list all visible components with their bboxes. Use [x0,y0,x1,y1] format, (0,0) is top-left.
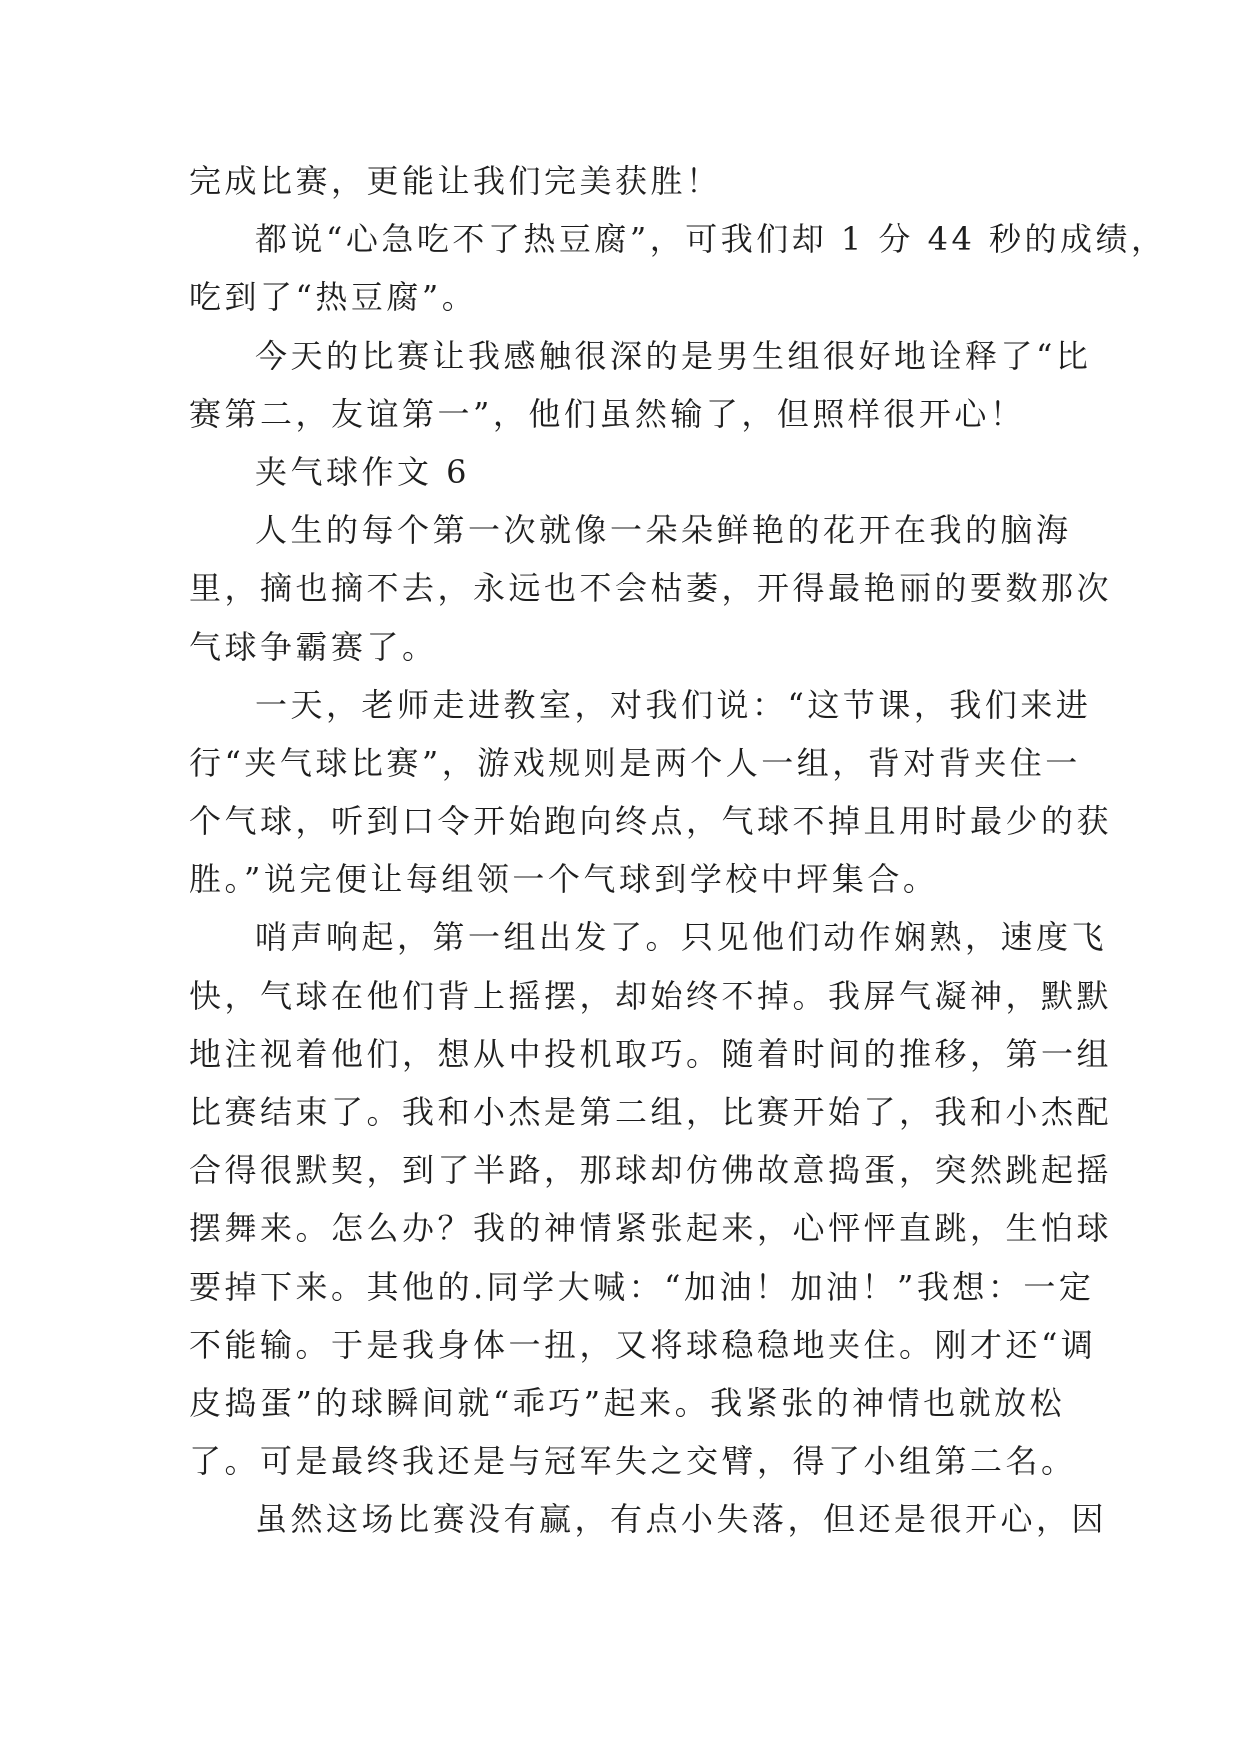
text-line: 合得很默契，到了半路，那球却仿佛故意捣蛋，突然跳起摇 [189,1151,1113,1190]
text-line: 行“夹气球比赛”，游戏规则是两个人一组，背对背夹住一 [189,743,1081,782]
text-line: 一天，老师走进教室，对我们说：“这节课，我们来进 [255,685,1092,724]
text-line: 皮捣蛋”的球瞬间就“乖巧”起来。我紧张的神情也就放松 [189,1383,1066,1422]
text-line: 都说“心急吃不了热豆腐”，可我们却 1 分 44 秒的成绩， [255,220,1167,259]
text-line: 摆舞来。怎么办？我的神情紧张起来，心怦怦直跳，生怕球 [189,1209,1113,1248]
text-line: 今天的比赛让我感触很深的是男生组很好地诠释了“比 [255,336,1092,375]
text-line: 虽然这场比赛没有赢，有点小失落，但还是很开心，因 [255,1500,1108,1539]
text-line: 吃到了“热豆腐”。 [189,278,478,317]
text-line: 完成比赛，更能让我们完美获胜！ [189,162,722,200]
text-line: 赛第二，友谊第一”，他们虽然输了，但照样很开心！ [189,394,1026,433]
text-line: 快，气球在他们背上摇摆，却始终不掉。我屏气凝神，默默 [189,976,1113,1015]
text-line: 个气球，听到口令开始跑向终点，气球不掉且用时最少的获 [189,802,1113,841]
text-line: 人生的每个第一次就像一朵朵鲜艳的花开在我的脑海 [255,511,1072,550]
text-line: 哨声响起，第一组出发了。只见他们动作娴熟，速度飞 [255,918,1108,957]
section-heading: 夹气球作文 6 [255,452,471,491]
text-line: 气球争霸赛了。 [189,627,438,666]
text-line: 不能输。于是我身体一扭，又将球稳稳地夹住。刚才还“调 [189,1325,1097,1364]
text-line: 胜。”说完便让每组领一个气球到学校中坪集合。 [189,860,939,899]
text-line: 了。可是最终我还是与冠军失之交臂，得了小组第二名。 [189,1442,1077,1481]
text-line: 地注视着他们，想从中投机取巧。随着时间的推移，第一组 [189,1034,1113,1073]
document-body [189,152,1167,1549]
text-line: 比赛结束了。我和小杰是第二组，比赛开始了，我和小杰配 [189,1093,1113,1131]
text-line: 要掉下来。其他的.同学大喊：“加油！加油！”我想：一定 [189,1267,1095,1306]
text-line: 里，摘也摘不去，永远也不会枯萎，开得最艳丽的要数那次 [189,569,1113,608]
